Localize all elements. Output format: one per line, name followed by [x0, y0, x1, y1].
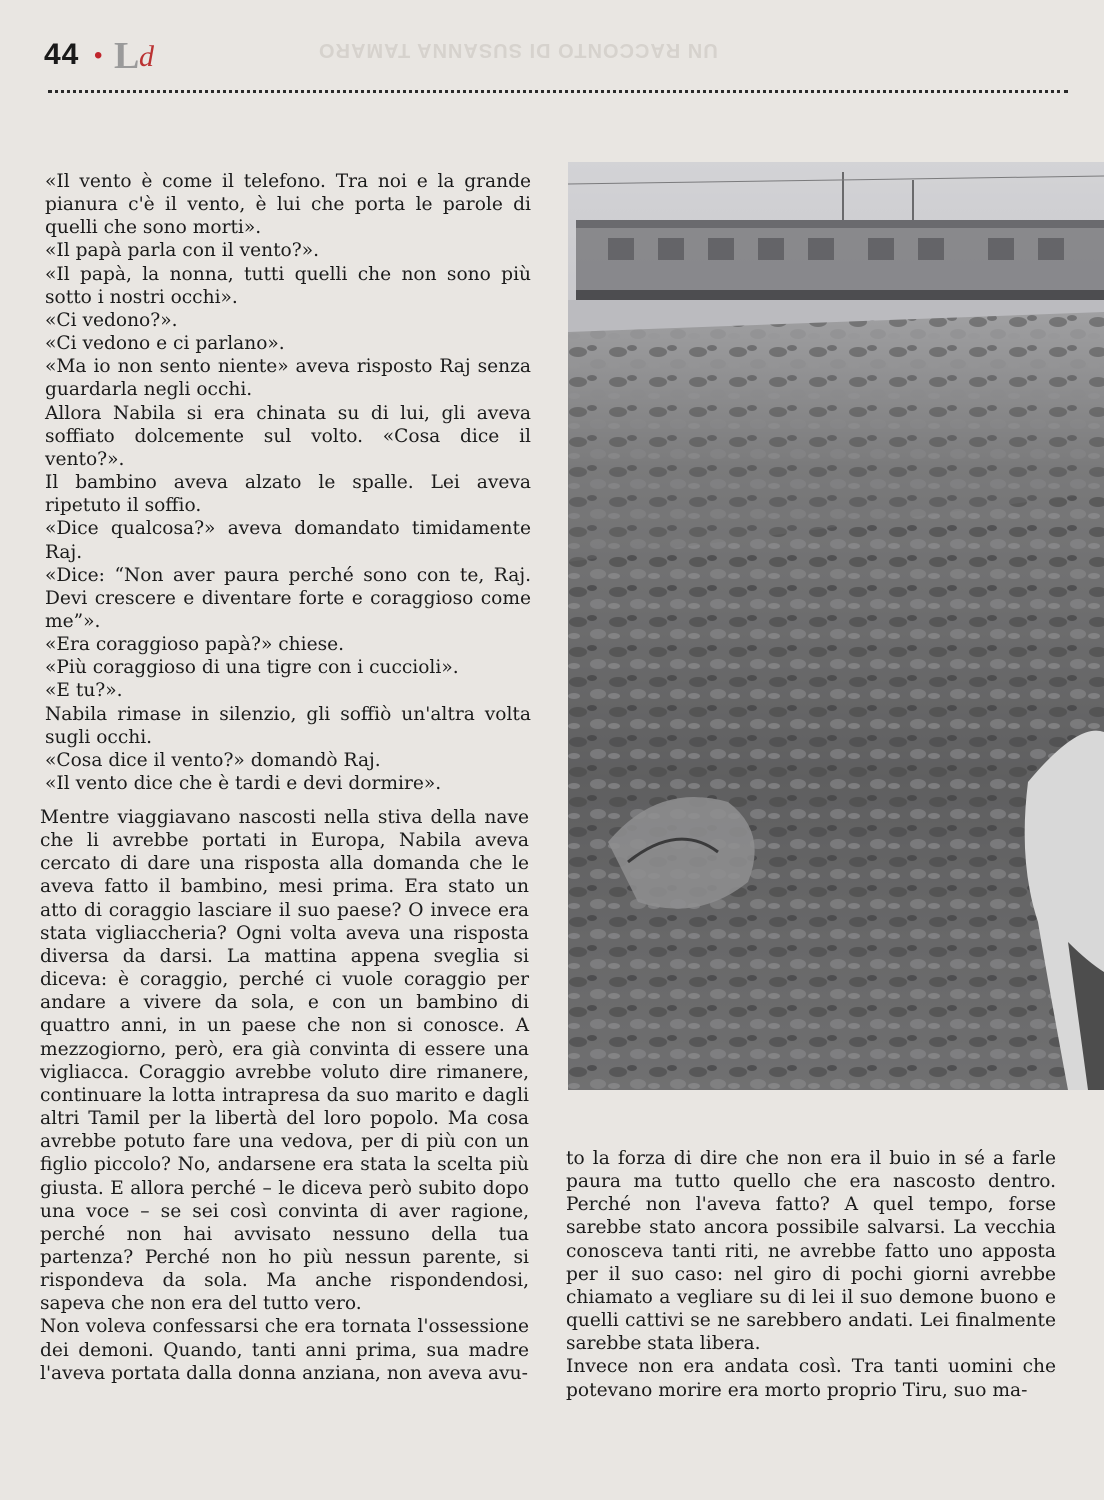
paragraph: Nabila rimase in silenzio, gli soffiò un'altra volta sugli occhi.	[45, 703, 531, 748]
paragraph: Invece non era andata così. Tra tanti uomini che potevano morire era morto proprio Tiru, suo ma-	[566, 1356, 1056, 1401]
photograph-plowed-field	[568, 162, 1104, 1090]
paragraph: «Più coraggioso di una tigre con i cuccioli».	[45, 657, 459, 679]
logo-italic-letter: d	[139, 40, 154, 73]
paragraph: «Dice: “Non aver paura perché sono con te, Raj. Devi crescere e diventare forte e coraggioso come me”».	[45, 564, 531, 632]
paragraph: «Ma io non sento niente» aveva risposto Raj senza guardarla negli occhi.	[45, 356, 531, 401]
paragraph: Allora Nabila si era chinata su di lui, gli aveva soffiato dolcemente sul volto. «Cosa dice il vento?».	[45, 402, 531, 470]
dotted-divider	[48, 90, 1068, 93]
magazine-logo	[114, 34, 204, 77]
paragraph: «Dice qualcosa?» aveva domandato timidamente Raj.	[45, 518, 531, 563]
red-bullet-icon: •	[94, 42, 103, 69]
page-number: 44	[44, 38, 80, 71]
paragraph: Il bambino aveva alzato le spalle. Lei aveva ripetuto il soffio.	[45, 472, 531, 517]
paragraph: «Cosa dice il vento?» domandò Raj.	[45, 749, 381, 771]
logo-letter: L	[114, 35, 140, 77]
photo-illustration	[568, 162, 1104, 1090]
paragraph: «Ci vedono?».	[45, 309, 178, 331]
paragraph: «E tu?».	[45, 680, 123, 702]
paragraph: «Il papà parla con il vento?».	[45, 240, 319, 262]
paragraph: «Ci vedono e ci parlano».	[45, 333, 285, 355]
paragraph: Non voleva confessarsi che era tornata l'ossessione dei demoni. Quando, tanti anni prima, sua madre l'aveva portata dalla donna anziana, non aveva avu-	[40, 1316, 529, 1384]
article-column-right-bottom	[566, 1147, 1056, 1402]
paragraph: «Il papà, la nonna, tutti quelli che non sono più sotto i nostri occhi».	[45, 263, 531, 308]
paragraph: «Il vento è come il telefono. Tra noi e la grande pianura c'è il vento, è lui che porta le parole di quelli che sono morti».	[45, 171, 531, 239]
paragraph: «Il vento dice che è tardi e devi dormire».	[45, 773, 442, 795]
article-column-left-top	[45, 170, 531, 795]
running-head-show-through: UN RACCONTO DI SUSANNA TAMARO	[318, 39, 718, 61]
paragraph: Mentre viaggiavano nascosti nella stiva della nave che li avrebbe portati in Europa, Nabila aveva cercato di dare una risposta alla domanda che le aveva fatto il bambino, mesi prima. Era stato un atto di coraggio lasciare il suo paese? O invece era stata vigliaccheria? Ogni volta aveva una risposta diversa da darsi. La mattina appena sveglia si diceva: è coraggio, perché ci vuole coraggio per andare a vivere da sola, e con un bambino di quattro anni, in un paese che non si conosce. A mezzogiorno, però, era già convinta di essere una vigliacca. Coraggio avrebbe voluto dire rimanere, continuare la lotta intrapresa da suo marito e dagli altri Tamil per la libertà del loro popolo. Ma cosa avrebbe potuto fare una vedova, per di più con un figlio piccolo? No, andarsene era stata la scelta più giusta. E allora perché – le diceva però subito dopo una voce – se sei così convinta di aver ragione, perché non hai avvisato nessuno della tua partenza? Perché non ho più nessun parente, si rispondeva da sola. Ma anche rispondendosi, sapeva che non era del tutto vero.	[40, 807, 529, 1315]
paragraph: «Era coraggioso papà?» chiese.	[45, 634, 345, 656]
page-header	[44, 32, 1068, 102]
article-column-left-bottom	[40, 806, 529, 1385]
paragraph: to la forza di dire che non era il buio in sé a farle paura ma tutto quello che era nascosto dentro. Perché non l'aveva fatto? A quel tempo, forse sarebbe stato ancora possibile salvarsi. La vecchia conosceva tanti riti, ne avrebbe fatto uno apposta per il suo caso: nel giro di pochi giorni avrebbe chiamato a vegliare su di lei il suo demone buono e quelli cattivi se ne sarebbero andati. Lei finalmente sarebbe stata libera.	[566, 1148, 1056, 1355]
